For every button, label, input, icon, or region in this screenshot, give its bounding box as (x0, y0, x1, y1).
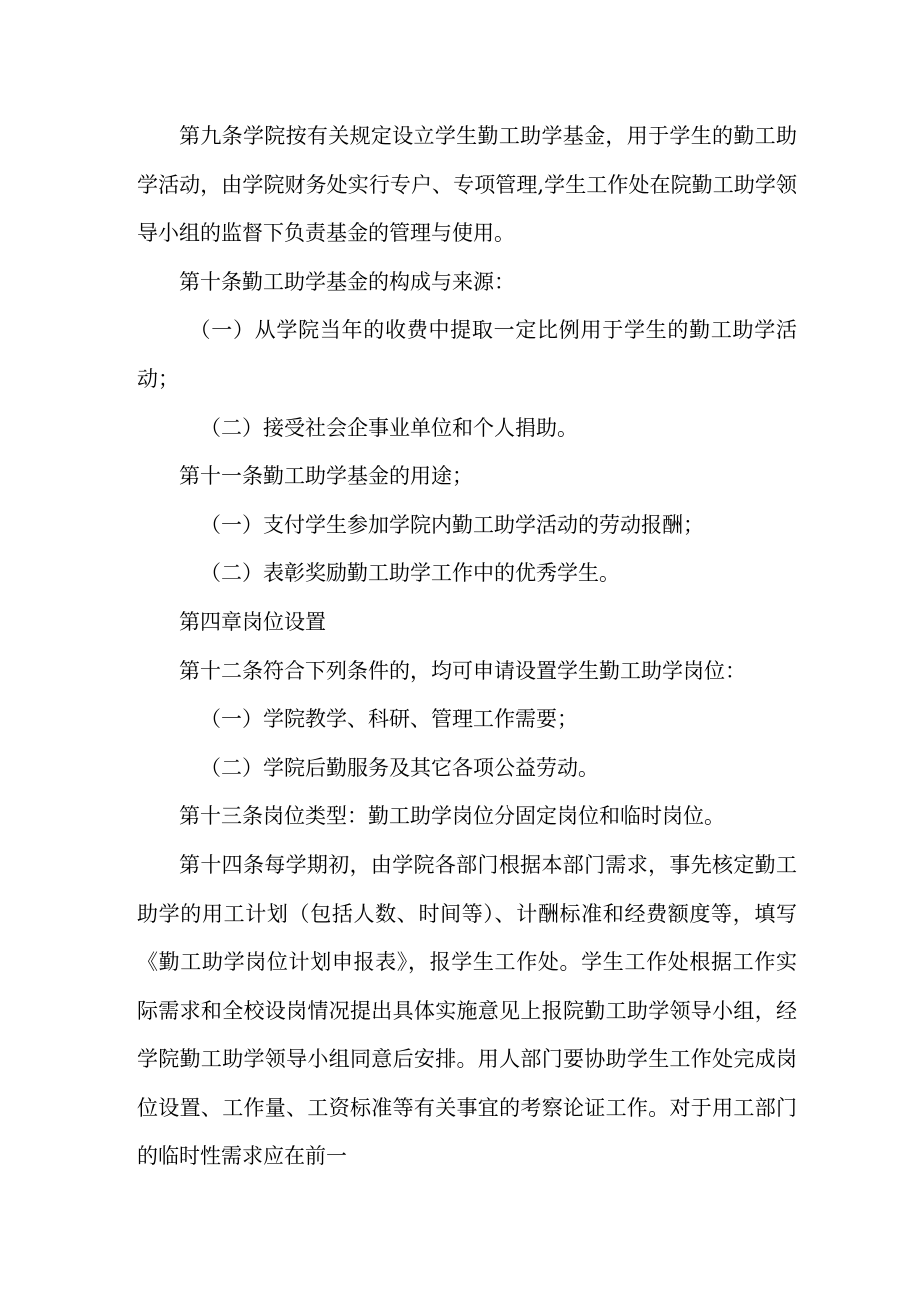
article-9-paragraph: 第九条学院按有关规定设立学生勤工助学基金，用于学生的勤工助学活动，由学院财务处实行专户、专项管理,学生工作处在院勤工助学领导小组的监督下负责基金的管理与使用。 (137, 124, 797, 246)
article-11-paragraph: 第十一条勤工助学基金的用途； (179, 464, 473, 489)
article-11-item-2: （二）表彰奖励勤工助学工作中的优秀学生。 (200, 561, 620, 586)
article-13-paragraph: 第十三条岗位类型：勤工助学岗位分固定岗位和临时岗位。 (179, 804, 725, 829)
chapter-4-heading: 第四章岗位设置 (179, 609, 326, 634)
article-12-item-2: （二）学院后勤服务及其它各项公益劳动。 (200, 755, 599, 780)
article-10-item-2: （二）接受社会企事业单位和个人捐助。 (200, 415, 578, 440)
article-12-item-1: （一）学院教学、科研、管理工作需要； (200, 707, 578, 732)
article-10-paragraph: 第十条勤工助学基金的构成与来源： (179, 269, 515, 294)
article-12-paragraph: 第十二条符合下列条件的，均可申请设置学生勤工助学岗位： (179, 658, 746, 683)
article-10-item-1: （一）从学院当年的收费中提取一定比例用于学生的勤工助学活动； (137, 318, 797, 391)
article-14-paragraph: 第十四条每学期初，由学院各部门根据本部门需求，事先核定勤工助学的用工计划（包括人数、时间等）、计酬标准和经费额度等，填写《勤工助学岗位计划申报表》，报学生工作处。学生工作处根据工作实际需求和全校设岗情况提出具体实施意见上报院勤工助学领导小组，经学院勤工助学领导小组同意后安排。用人部门要协助学生工作处完成岗位设置、工作量、工资标准等有关事宜的考察论证工作。对于用工部门的临时性需求应在前一 (137, 852, 797, 1169)
article-11-item-1: （一）支付学生参加学院内勤工助学活动的劳动报酬； (200, 512, 704, 537)
document-body (137, 112, 797, 1181)
